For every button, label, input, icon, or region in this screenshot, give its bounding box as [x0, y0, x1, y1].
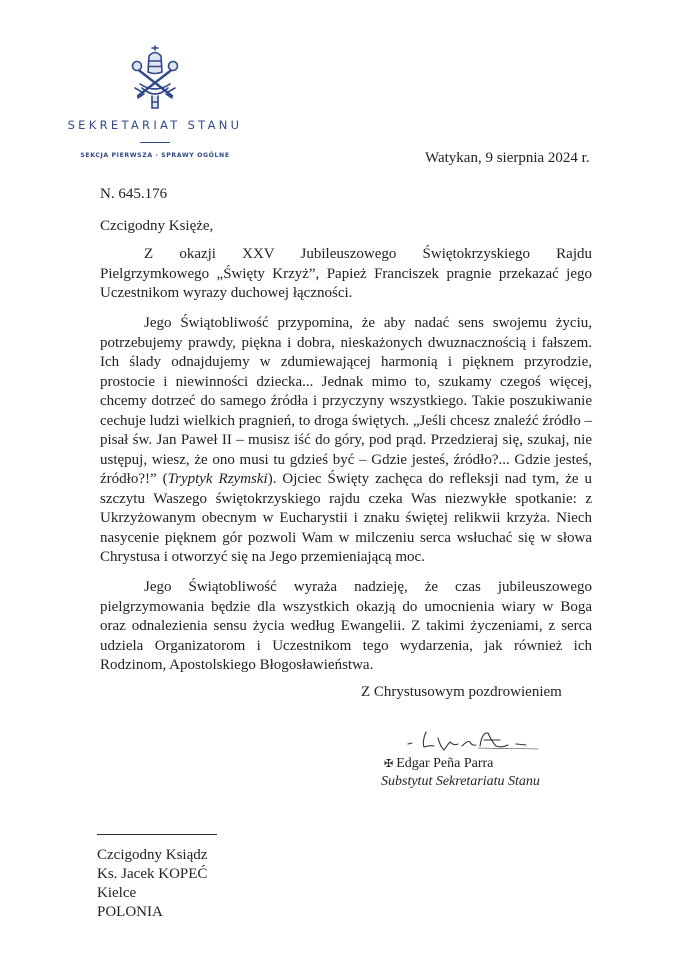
- paragraph-1: Z okazji XXV Jubileuszowego Świętokrzyskiego Rajdu Pielgrzymkowego „Święty Krzyż”, Papież Franciszek pragnie przekazać jego Uczestnikom wyrazy duchowej łączności.: [100, 246, 592, 301]
- address-divider: [97, 834, 217, 835]
- protocol-number: N. 645.176: [100, 186, 168, 202]
- salutation: Czcigodny Księże,: [100, 218, 214, 234]
- letterhead-divider: [140, 142, 170, 143]
- section-name: SEKCJA PIERWSZA · SPRAWY OGÓLNE: [80, 152, 230, 159]
- address-line: Ks. Jacek KOPEĆ: [97, 866, 208, 882]
- paragraph-2: [100, 314, 592, 568]
- paragraph-3: Jego Świątobliwość wyraża nadzieję, że czas jubileuszowego pielgrzymowania będzie dla wszystkich okazją do umocnienia wiary w Boga oraz odnalezienia sensu życia według Ewangelii. Z takimi życzeniami, z serca udziela Organizatorom i Uczestnikom tego wydarzenia, jak również ich Rodzinom, Apostolskiego Błogosławieństwa.: [100, 579, 592, 673]
- holy-see-coat-of-arms-icon: [130, 44, 180, 112]
- paragraph-2-text-a: Jego Świątobliwość przypomina, że aby nadać sens swojemu życiu, potrzebujemy prawdy, piękna i dobra, nieskażonych dwuznacznością i fałszem. Ich ślady odnajdujemy w zdumiewającej harmonią i pięknem przyrodzie, prostocie i niewinności dziecka... Jednak mimo to, szukamy czegoś więcej, chcemy dotrzeć do samego źródła i przyczyny wszystkiego. Takie poszukiwanie cechuje ludzi wielkich pragnień, to droga świętych. „Jeśli chcesz znaleźć źródło – pisał św. Jan Paweł II – musisz iść do góry, pod prąd. Przedzieraj się, szukaj, nie ustępuj, wiesz, że ono musi tu gdzieś być – Gdzie jesteś, źródło?... Gdzie jesteś, źródło?!” (: [100, 315, 592, 487]
- address-line: Kielce: [97, 885, 137, 901]
- signer-title: Substytut Sekretariatu Stanu: [381, 774, 540, 789]
- address-line: Czcigodny Ksiądz: [97, 847, 208, 863]
- address-line: POLONIA: [97, 904, 163, 920]
- letter-body: [100, 245, 592, 686]
- signer-name-text: Edgar Peña Parra: [396, 756, 494, 771]
- date-line: Watykan, 9 sierpnia 2024 r.: [425, 150, 590, 166]
- letterhead: [40, 44, 270, 159]
- handwritten-signature-icon: [404, 728, 544, 754]
- closing-line: Z Chrystusowym pozdrowieniem: [361, 684, 562, 700]
- signer-name: [384, 756, 493, 772]
- quoted-work-title: Tryptyk Rzymski: [167, 471, 268, 487]
- recipient-address: [97, 846, 207, 922]
- episcopal-cross-icon: ✠: [384, 758, 394, 770]
- organization-name: SEKRETARIAT STANU: [67, 118, 243, 132]
- paragraph-2-text-b: ). Ojciec Święty zachęca do refleksji nad tym, że u szczytu Waszego świętokrzyskiego rajdu czeka Was niezwykłe spotkanie: z Ukrzyżowanym obecnym w Eucharystii i znaku świętej relikwii krzyża. Niech nasycenie pięknem gór pozwoli Wam w milczeniu serca wsłuchać się w słowa Chrystusa i otworzyć się na Jego przemieniającą moc.: [100, 471, 592, 565]
